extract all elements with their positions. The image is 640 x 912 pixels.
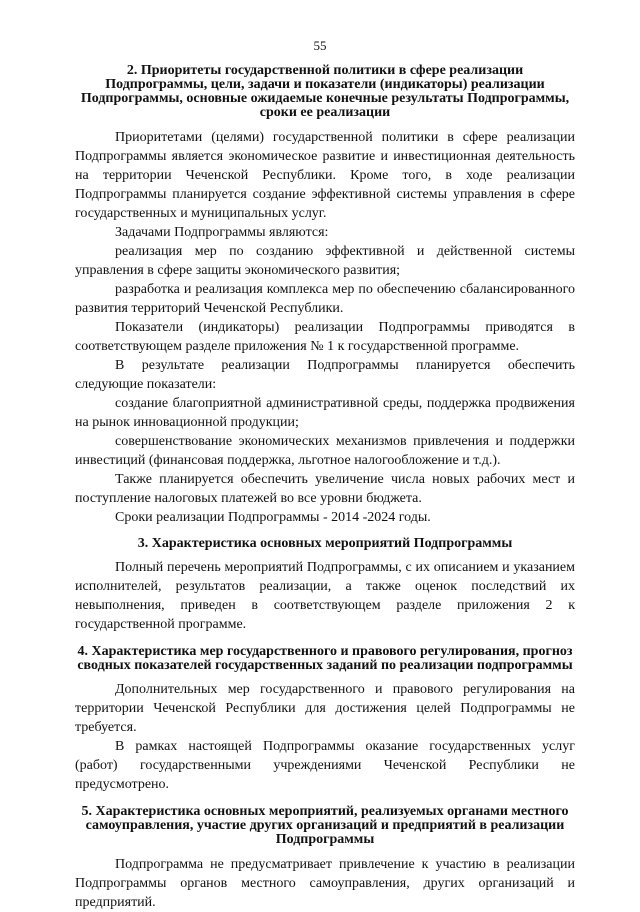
section-2-paragraph-1: Приоритетами (целями) государственной политики в сфере реализации Подпрограммы является экономическое развитие и инвестиционная деятельность на территории Чеченской Республики. Кроме того, в ходе реализации Подпрограммы планируется создание эффективной системы управления в сфере государственных и муниципальных услуг. <box>75 130 575 221</box>
section-4-paragraph-1: Дополнительных мер государственного и правового регулирования на территории Чеченской Республики для достижения целей Подпрограммы не требуется. <box>75 682 575 735</box>
section-2-paragraph-2: Задачами Подпрограммы являются: <box>115 225 329 240</box>
section-2-paragraph-6: В результате реализации Подпрограммы планируется обеспечить следующие показатели: <box>75 358 575 392</box>
section-2-paragraph-10: Сроки реализации Подпрограммы - 2014 -2024 годы. <box>115 510 431 525</box>
section-2-paragraph-8: совершенствование экономических механизмов привлечения и поддержки инвестиций (финансовая поддержка, льготное налогообложение и т.д.). <box>75 434 575 468</box>
section-4-paragraph-2: В рамках настоящей Подпрограммы оказание государственных услуг (работ) государственными учреждениями Чеченской Республики не предусмотрено. <box>75 739 575 792</box>
section-2-paragraph-3: реализация мер по созданию эффективной и действенной системы управления в сфере защиты экономического развития; <box>75 244 575 278</box>
section-5-paragraph-1: Подпрограмма не предусматривает привлечение к участию в реализации Подпрограммы органов местного самоуправления, других организаций и предприятий. <box>75 857 575 910</box>
section-3-paragraph-1: Полный перечень мероприятий Подпрограммы, с их описанием и указанием исполнителей, результатов реализации, а также оценок последствий их невыполнения, приведен в соответствующем разделе приложения 2 к государственной программе. <box>75 560 575 632</box>
section-3-heading: 3. Характеристика основных мероприятий Подпрограммы <box>137 536 513 551</box>
section-2-paragraph-9: Также планируется обеспечить увеличение числа новых рабочих мест и поступление налоговых платежей во все уровни бюджета. <box>75 472 575 506</box>
document-body <box>75 64 575 912</box>
section-5-heading: 5. Характеристика основных мероприятий, реализуемых органами местного самоуправления, участие других организаций и предприятий в реализации Подпрограммы <box>81 804 569 847</box>
section-2-paragraph-7: создание благоприятной административной среды, поддержка продвижения на рынок инновационной продукции; <box>75 396 575 430</box>
section-2-paragraph-5: Показатели (индикаторы) реализации Подпрограммы приводятся в соответствующем разделе приложения № 1 к государственной программе. <box>75 320 575 354</box>
page-number: 55 <box>313 38 327 53</box>
section-2-paragraph-4: разработка и реализация комплекса мер по обеспечению сбалансированного развития территорий Чеченской Республики. <box>75 282 575 316</box>
section-2-heading: 2. Приоритеты государственной политики в сфере реализации Подпрограммы, цели, задачи и показатели (индикаторы) реализации Подпрограммы, основные ожидаемые конечные результаты Подпрограммы, сроки ее реализации <box>80 63 570 120</box>
section-4-heading: 4. Характеристика мер государственного и правового регулирования, прогноз сводных показателей государственных заданий по реализации подпрограммы <box>77 644 573 673</box>
